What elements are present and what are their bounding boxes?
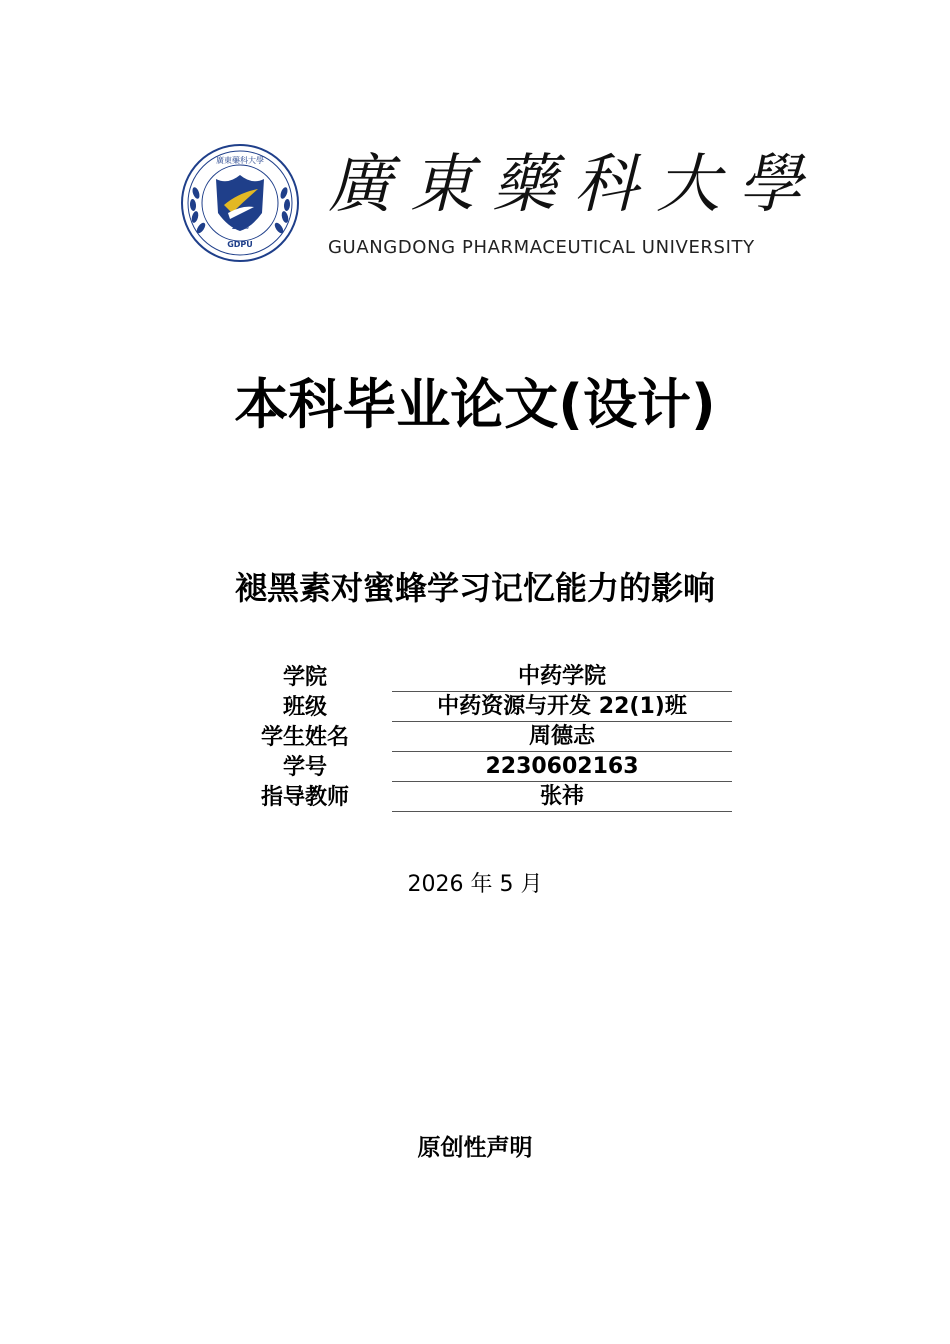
thesis-title: 褪黑素对蜜蜂学习记忆能力的影响: [234, 569, 715, 607]
info-row-advisor: [222, 782, 734, 812]
info-label: 指导教师: [260, 785, 349, 810]
info-label: 学号: [282, 755, 327, 780]
info-value: 中药学院: [392, 663, 732, 692]
seal-abbr: GDPU: [227, 240, 253, 249]
info-label: 学院: [282, 665, 327, 690]
info-value: 2230602163: [392, 753, 732, 782]
info-label: 学生姓名: [260, 725, 349, 750]
university-name-en: GUANGDONG PHARMACEUTICAL UNIVERSITY: [328, 237, 755, 258]
seal-ring-text: 廣東藥科大學: [216, 156, 264, 165]
info-value: 周德志: [392, 723, 732, 752]
info-row-student-id: [222, 752, 734, 782]
seal-year: 1958: [231, 223, 249, 231]
info-value: 张祎: [392, 783, 732, 812]
declaration-heading: 原创性声明: [417, 1135, 533, 1161]
info-row-college: [222, 662, 734, 692]
university-seal-icon: [180, 143, 300, 263]
university-logo: [180, 143, 820, 263]
university-name-cn: 廣東藥科大學: [328, 148, 820, 222]
submission-date: 2026 年 5 月: [407, 872, 543, 897]
info-value: 中药资源与开发 22(1)班: [392, 693, 732, 722]
info-label: 班级: [282, 695, 327, 720]
student-info-table: [222, 662, 734, 812]
info-row-class: [222, 692, 734, 722]
info-row-student-name: [222, 722, 734, 752]
document-type-title: 本科毕业论文(设计): [234, 373, 716, 436]
